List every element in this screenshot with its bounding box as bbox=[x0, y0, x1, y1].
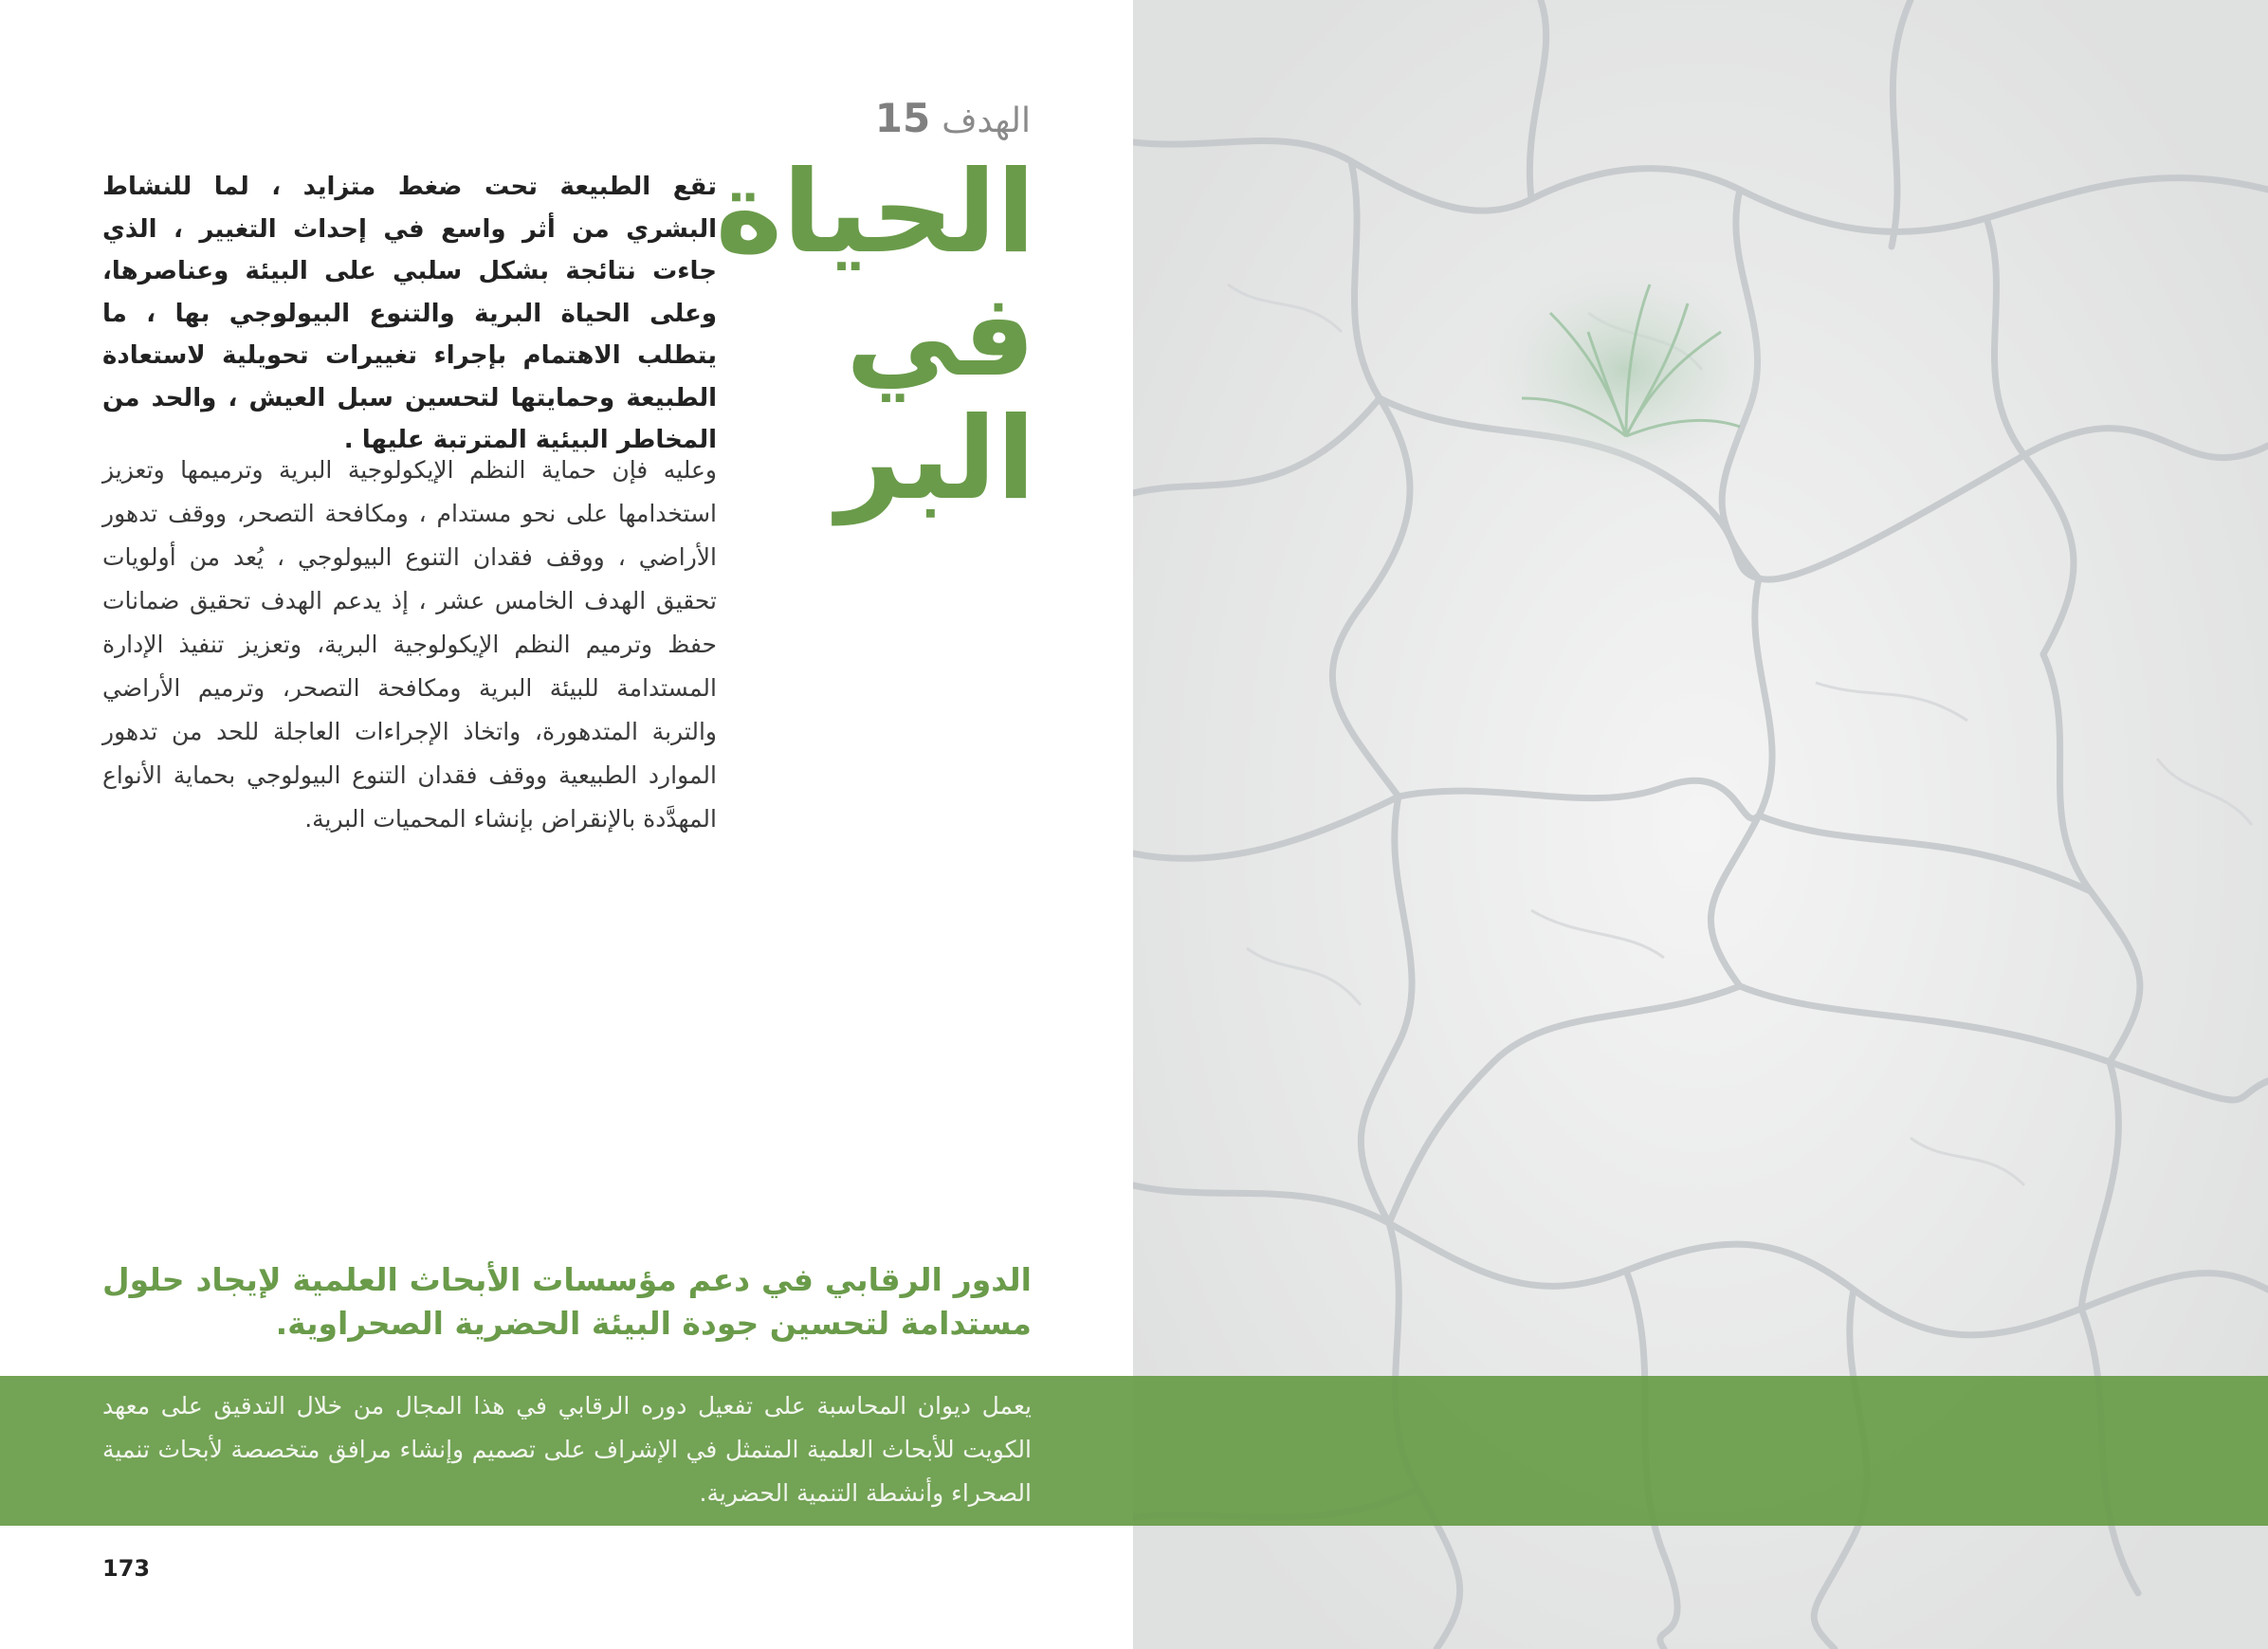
goal-label bbox=[875, 95, 1031, 141]
goal-number: 15 bbox=[874, 95, 931, 141]
body-paragraph: وعليه فإن حماية النظم الإيكولوجية البرية وترميمها وتعزيز استخدامها على نحو مستدام ، ومكافحة التصحر، ووقف تدهور الأراضي ، ووقف فقدان التنوع البيولوجي ، يُعد من أولويات تحقيق الهدف الخامس عشر ، إذ يدعم الهدف تحقيق ضمانات حفظ وترميم النظم الإيكولوجية البرية، وتعزيز تنفيذ الإدارة المستدامة للبيئة البرية ومكافحة التصحر، وترميم الأراضي والتربة المتدهورة، واتخاذ الإجراءات العاجلة للحد من تدهور الموارد الطبيعية ووقف فقدان التنوع البيولوجي بحماية الأنواع المهدَّدة بالإنقراض بإنشاء المحميات البرية. bbox=[102, 456, 717, 833]
section-subheading: الدور الرقابي في دعم مؤسسات الأبحاث العلمية لإيجاد حلول مستدامة لتحسين جودة البيئة الحضرية الصحراوية. bbox=[102, 1261, 1032, 1342]
intro-paragraph: تقع الطبيعة تحت ضغط متزايد ، لما للنشاط البشري من أثر واسع في إحداث التغيير ، الذي جاءت نتائجة بشكل سلبي على البيئة وعناصرها، وعلى الحياة البرية والتنوع البيولوجي بها ، ما يتطلب الاهتمام بإجراء تغييرات تحويلية لاستعادة الطبيعة وحمايتها لتحسين سبل العيش ، والحد من المخاطر البيئية المترتبة عليها . bbox=[102, 173, 717, 454]
page-number: 173 bbox=[102, 1555, 151, 1582]
page-title bbox=[715, 147, 1035, 525]
band-paragraph: يعمل ديوان المحاسبة على تفعيل دوره الرقابي في هذا المجال من خلال التدقيق على معهد الكويت للأبحاث العلمية المتمثل في الإشراف على تصميم وإنشاء مرافق متخصصة لأبحاث تنمية الصحراء وأنشطة التنمية الحضرية. bbox=[102, 1392, 1032, 1507]
page-title-line1: الحياة bbox=[715, 147, 1035, 279]
goal-label-text: الهدف bbox=[942, 101, 1031, 140]
page-title-line2: في البر bbox=[836, 270, 1035, 525]
